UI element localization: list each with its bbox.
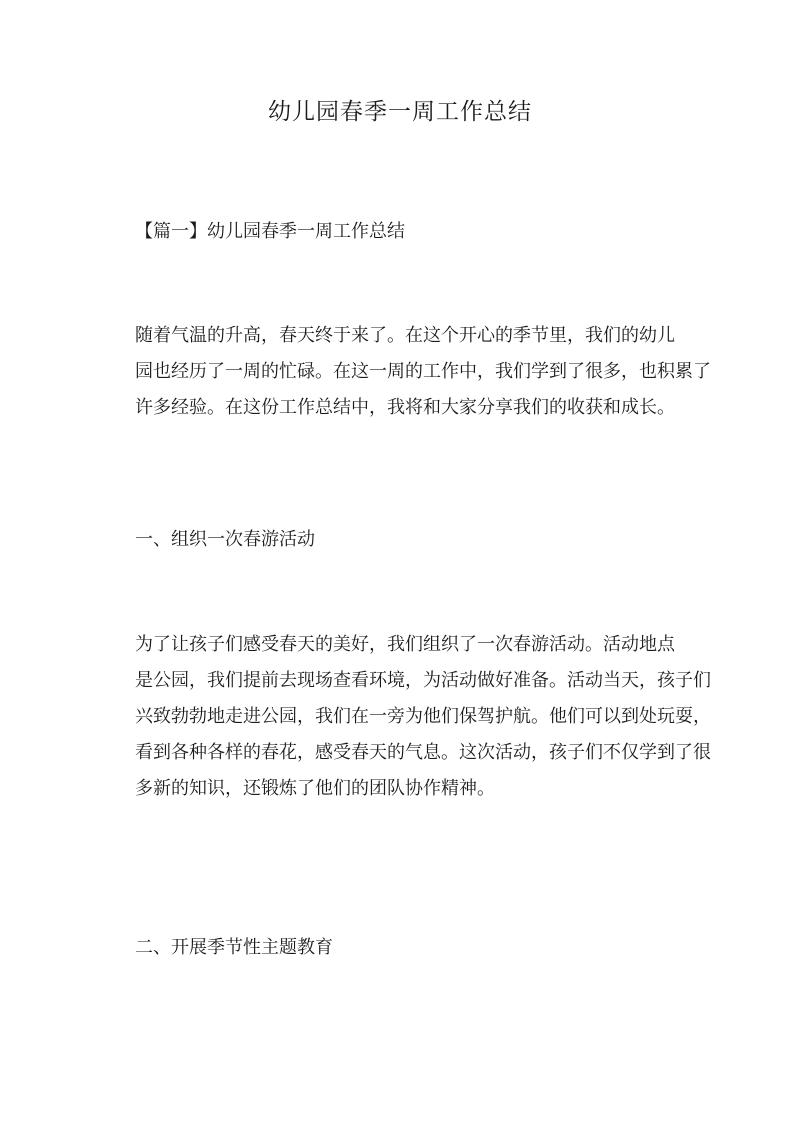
section1-heading: 一、组织一次春游活动 [135,529,315,550]
section1-line: 是公园，我们提前去现场查看环境，为活动做好准备。活动当天，孩子们 [135,670,711,691]
section1-line: 为了让孩子们感受春天的美好，我们组织了一次春游活动。活动地点 [135,634,675,655]
section1-paragraph [135,627,711,807]
intro-line: 许多经验。在这份工作总结中，我将和大家分享我们的收获和成长。 [135,397,675,418]
section1-line: 多新的知识，还锻炼了他们的团队协作精神。 [135,778,495,799]
subtitle-heading: 【篇一】幼儿园春季一周工作总结 [135,221,405,242]
section1-line: 兴致勃勃地走进公园，我们在一旁为他们保驾护航。他们可以到处玩耍， [135,706,711,727]
intro-paragraph [135,318,711,426]
section2-heading: 二、开展季节性主题教育 [135,937,333,958]
intro-line: 随着气温的升高，春天终于来了。在这个开心的季节里，我们的幼儿 [135,325,675,346]
document-title: 幼儿园春季一周工作总结 [268,99,532,125]
intro-line: 园也经历了一周的忙碌。在这一周的工作中，我们学到了很多，也积累了 [135,361,711,382]
section1-line: 看到各种各样的春花，感受春天的气息。这次活动，孩子们不仅学到了很 [135,742,711,763]
